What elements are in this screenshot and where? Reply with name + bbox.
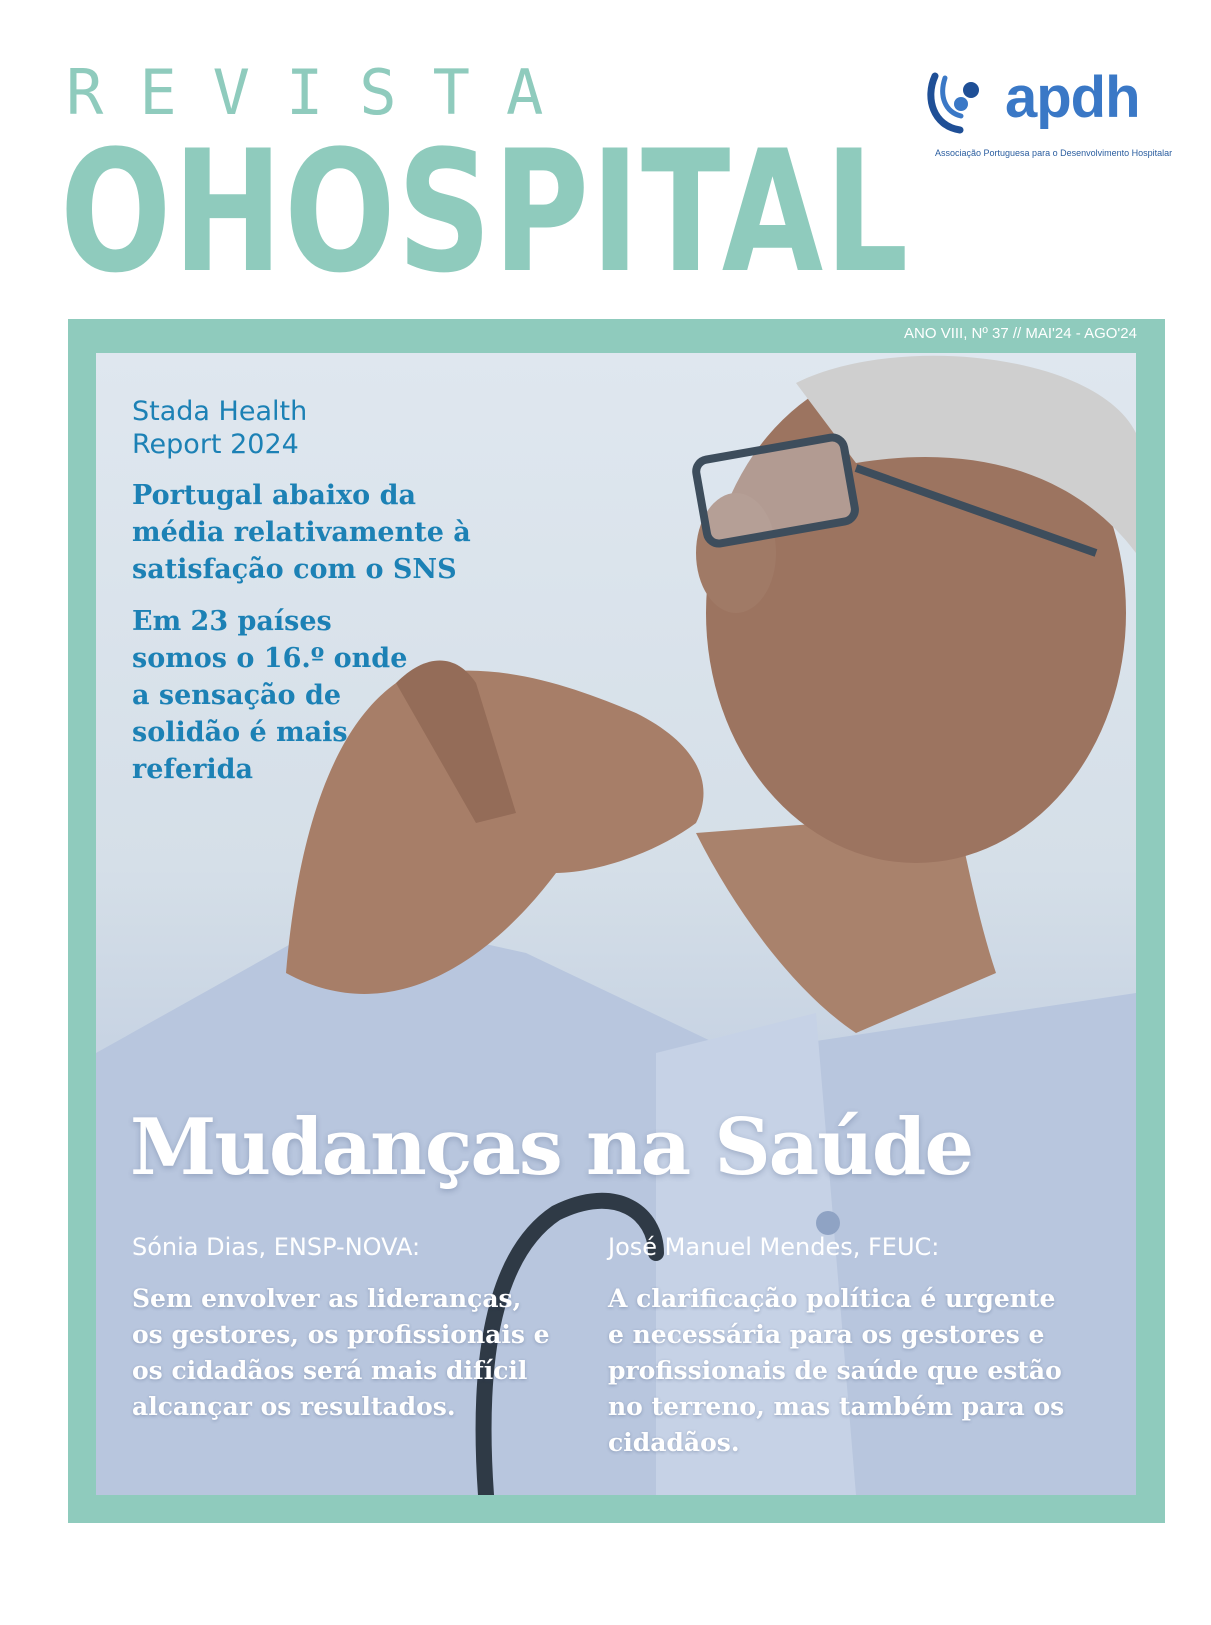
masthead-revista: REVISTA [66,56,580,129]
masthead-title: OHOSPITAL [60,114,910,310]
kicker-line-1: Stada Health [132,396,308,427]
left-quote: Sem envolver as lideranças, os gestores, os profissionais e os cidadãos será mais difícil alcançar os resultados. [132,1284,550,1421]
right-byline: José Manuel Mendes, FEUC: [608,1233,940,1261]
apdh-logo-icon [925,68,995,138]
headline-2: Em 23 países somos o 16.º onde a sensação de solidão é mais referida [132,606,408,785]
kicker [132,395,307,461]
apdh-logo-subtitle: Associação Portuguesa para o Desenvolvimento Hospitalar [935,148,1173,158]
apdh-logo [935,65,1175,168]
cover-photo [96,353,1136,1495]
headline-1: Portugal abaixo da média relativamente à satisfação com o SNS [132,480,471,585]
right-quote: A clarificação política é urgente e necessária para os gestores e profissionais de saúde que estão no terreno, mas também para os cidadãos. [608,1284,1065,1457]
apdh-logo-text: apdh [1005,65,1140,130]
issue-info: ANO VIII, Nº 37 // MAI'24 - AGO'24 [904,325,1137,342]
cover-frame [68,319,1165,1523]
left-byline: Sónia Dias, ENSP-NOVA: [132,1233,421,1261]
kicker-line-2: Report 2024 [132,429,299,460]
cover-main-title: Mudanças na Saúde [130,1102,973,1193]
